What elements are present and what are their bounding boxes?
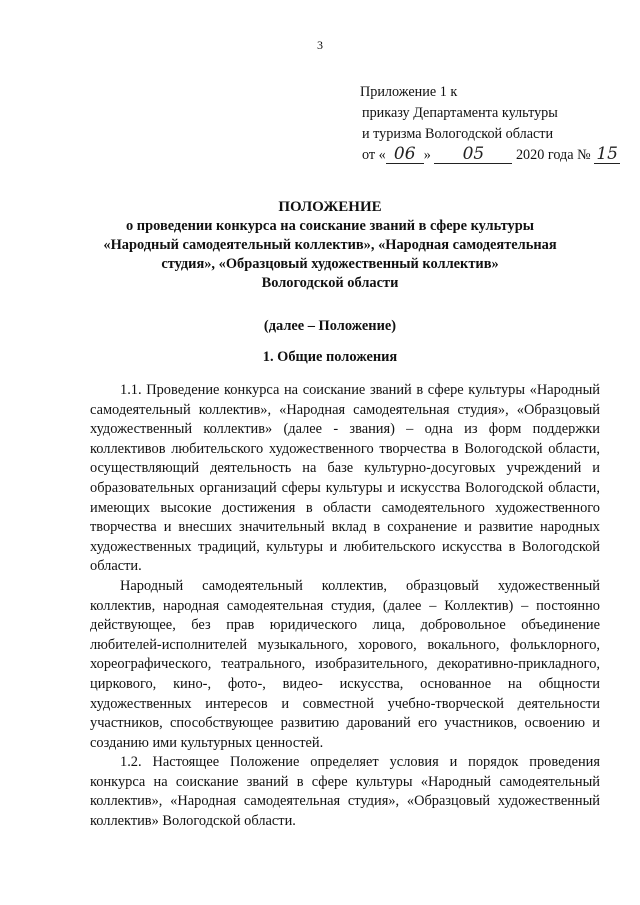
title-line-2: «Народный самодеятельный коллектив», «Народная самодеятельная xyxy=(103,237,557,253)
title-main: ПОЛОЖЕНИЕ xyxy=(278,199,382,215)
order-number-handwritten: 15 xyxy=(596,144,618,164)
paragraph-1-2: 1.2. Настоящее Положение определяет условия и порядок проведения конкурса на соискание званий в сфере культуры «Народный самодеятельный коллектив», «Народная самодеятельная студия», «Образцовый художественный коллектив» Вологодской области. xyxy=(90,754,600,830)
paragraph-1-1: 1.1. Проведение конкурса на соискание званий в сфере культуры «Народный самодеятельный коллектив», «Народная самодеятельная студия», «Образцовый художественный коллектив» (далее - звания) – одна из форм поддержки коллективов любительского художественного творчества в Вологодской области, осуществляющий деятельность на базе культурно-досуговых учреждений и образовательных организаций сферы культуры и искусства Вологодской области, имеющих высокие достижения в области самодеятельного художественного творчества и внесших значительный вклад в сохранение и развитие народных художественных традиций, культуры и любительского искусства в Вологодской области. xyxy=(90,382,600,575)
appendix-date-line xyxy=(360,145,620,166)
appendix-line-1: Приложение 1 к xyxy=(360,84,458,100)
order-number-field xyxy=(594,146,620,164)
date-day-field xyxy=(386,146,424,164)
appendix-header xyxy=(360,82,620,166)
appendix-line-2: приказу Департамента культуры xyxy=(362,105,558,121)
date-month-handwritten: 05 xyxy=(462,144,485,164)
section-body xyxy=(90,381,600,832)
date-month-field xyxy=(434,146,512,164)
date-quote-close: » xyxy=(423,147,431,163)
title-line-3: студия», «Образцовый художественный коллектив» xyxy=(161,256,499,272)
date-year-text: 2020 года № xyxy=(515,147,591,163)
document-title xyxy=(60,198,600,293)
title-line-1: о проведении конкурса на соискание званий в сфере культуры xyxy=(126,218,534,234)
paragraph-collective-definition: Народный самодеятельный коллектив, образцовый художественный коллектив, народная самодеятельная студия, (далее – Коллектив) – постоянно действующее, без прав юридического лица, добровольное объединение любителей-исполнителей музыкального, хорового, вокального, фольклорного, хореографического, театрального, изобразительного, декоративно-прикладного, циркового, кино-, фото-, видео- искусства, основанное на общности художественных интересов и совместной учебно-творческой деятельности участников, способствующее развитию дарований его участников, освоению и созданию ими культурных ценностей. xyxy=(90,577,600,751)
section-heading: 1. Общие положения xyxy=(262,349,398,365)
date-day-handwritten: 06 xyxy=(393,144,416,164)
title-subnote: (далее – Положение) xyxy=(263,318,397,334)
page-number: 3 xyxy=(317,38,323,52)
appendix-line-3: и туризма Вологодской области xyxy=(362,126,554,142)
title-line-4: Вологодской области xyxy=(261,275,399,291)
date-prefix: от « xyxy=(362,147,386,163)
